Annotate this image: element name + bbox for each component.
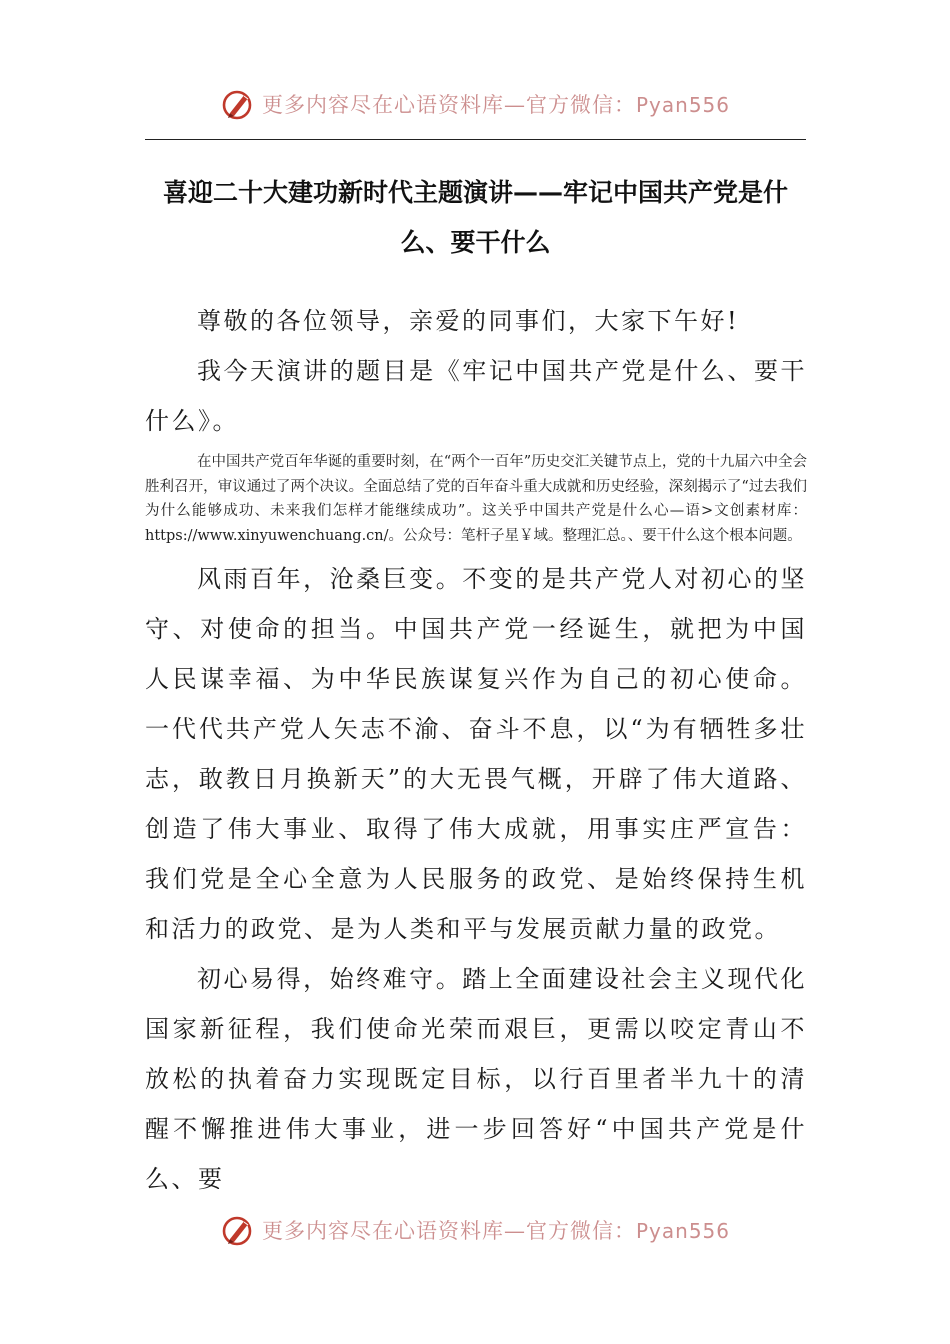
paragraph-body-1: 风雨百年，沧桑巨变。不变的是共产党人对初心的坚守、对使命的担当。中国共产党一经诞生，就把为中国人民谋幸福、为中华民族谋复兴作为自己的初心使命。一代代共产党人矢志不渝、奋斗不息，以“为有牺牲多壮志，敢教日月换新天”的大无畏气概，开辟了伟大道路、创造了伟大事业、取得了伟大成就，用事实庄严宣告：我们党是全心全意为人民服务的政党、是始终保持生机和活力的政党、是为人类和平与发展贡献力量的政党。 xyxy=(145,565,807,943)
paragraph-body-2: 初心易得，始终难守。踏上全面建设社会主义现代化国家新征程，我们使命光荣而艰巨，更需以咬定青山不放松的执着奋力实现既定目标，以行百里者半九十的清醒不懈推进伟大事业，进一步回答好“中国共产党是什么、要 xyxy=(145,965,807,1193)
page-title-line-2: 么、要干什么 xyxy=(400,228,551,257)
header-banner-inner xyxy=(220,86,730,122)
footer-banner-text xyxy=(262,1215,730,1245)
header-banner-wechat-id: Pyan556 xyxy=(635,93,730,117)
footer-banner-inner xyxy=(220,1212,730,1248)
footer-banner-label: 更多内容尽在心语资料库—官方微信： xyxy=(261,1219,636,1243)
header-banner xyxy=(0,82,950,126)
footer-banner xyxy=(0,1208,950,1252)
header-banner-label: 更多内容尽在心语资料库—官方微信： xyxy=(261,93,636,117)
header-divider xyxy=(145,139,806,140)
page-title-line-1: 喜迎二十大建功新时代主题演讲——牢记中国共产党是什 xyxy=(162,178,788,207)
page-title xyxy=(145,168,806,268)
document-body xyxy=(145,296,807,1204)
pen-circle-logo-icon xyxy=(220,1212,256,1248)
header-banner-text xyxy=(262,89,730,119)
paragraph-topic: 我今天演讲的题目是《牢记中国共产党是什么、要干什么》。 xyxy=(145,357,807,435)
paragraph-greeting: 尊敬的各位领导，亲爱的同事们，大家下午好! xyxy=(197,307,740,335)
footer-banner-wechat-id: Pyan556 xyxy=(635,1219,730,1243)
paragraph-note-small: 在中国共产党百年华诞的重要时刻，在“两个一百年”历史交汇关键节点上，党的十九届六中全会胜利召开，审议通过了两个决议。全面总结了党的百年奋斗重大成就和历史经验，深刻揭示了“过去我们为什么能够成功、未来我们怎样才能继续成功”。这关乎中国共产党是什么心—语>文创素材库：https://www.xinyuwenchuang.cn/。公众号：笔杆子星￥域。整理汇总。、要干什么这个根本问题。 xyxy=(145,454,807,544)
pen-circle-logo-icon xyxy=(220,86,256,122)
